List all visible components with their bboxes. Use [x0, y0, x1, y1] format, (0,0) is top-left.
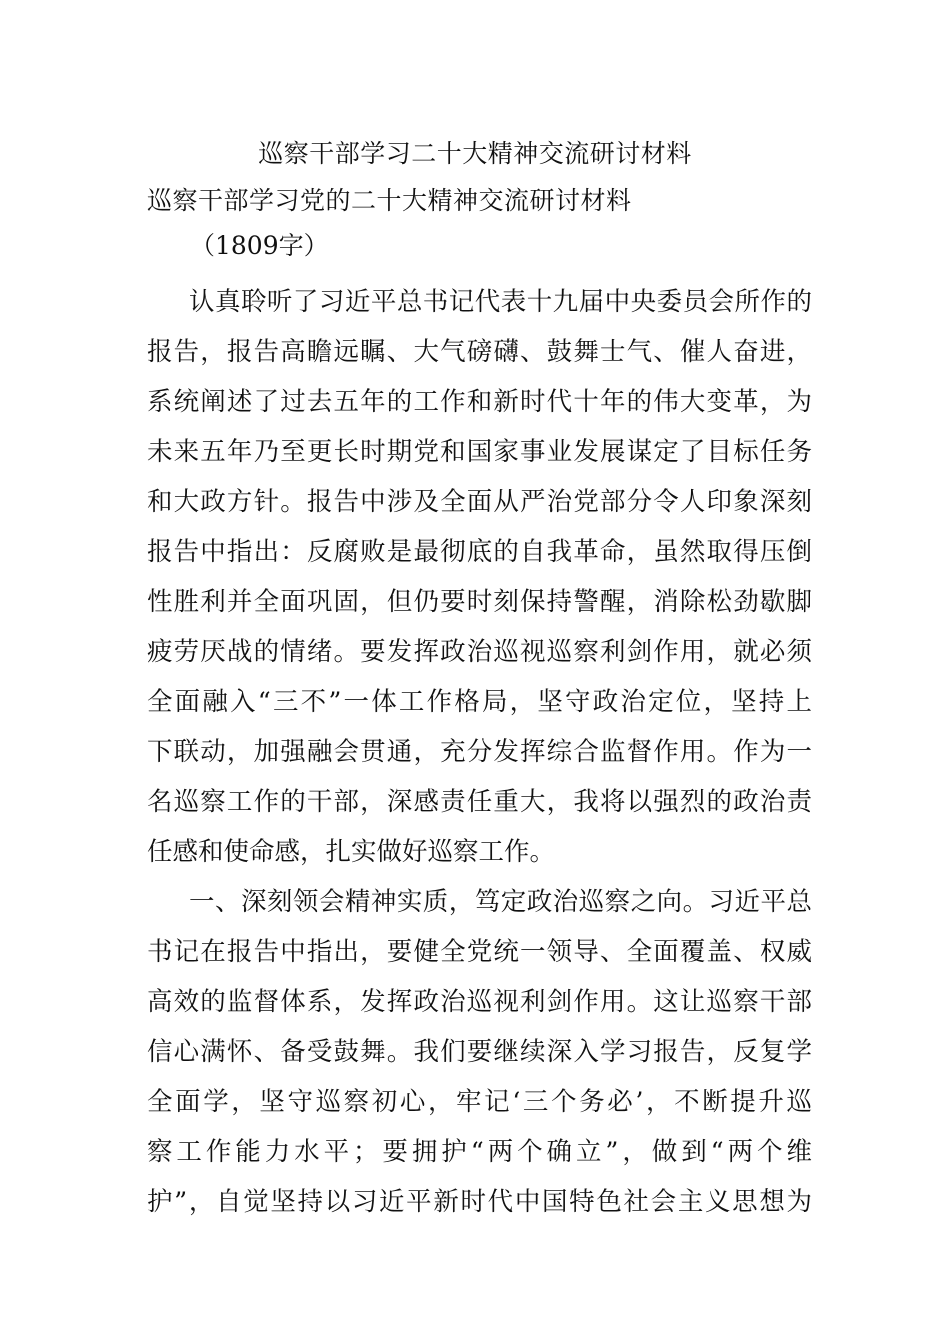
text-line: 认真聆听了习近平总书记代表十九届中央委员会所作的	[189, 287, 812, 317]
text-line: 未来五年乃至更长时期党和国家事业发展谋定了目标任务	[147, 437, 812, 467]
text-line: 疲劳厌战的情绪。要发挥政治巡视巡察利剑作用，就必须	[147, 637, 812, 667]
text-line: 任感和使命感，扎实做好巡察工作。	[147, 837, 556, 867]
text-line: 一、深刻领会精神实质，笃定政治巡察之向。习近平总	[189, 887, 812, 917]
text-line: 报告中指出：反腐败是最彻底的自我革命，虽然取得压倒	[147, 537, 812, 567]
text-line: 察工作能力水平；要拥护“两个确立”，做到“两个维	[147, 1137, 812, 1167]
text-line: 系统阐述了过去五年的工作和新时代十年的伟大变革，为	[147, 387, 812, 417]
text-line: 书记在报告中指出，要健全党统一领导、全面覆盖、权威	[147, 937, 812, 967]
text-line: 护”，自觉坚持以习近平新时代中国特色社会主义思想为	[147, 1187, 812, 1217]
text-line: 报告，报告高瞻远瞩、大气磅礴、鼓舞士气、催人奋进，	[147, 337, 812, 367]
body-text	[147, 280, 812, 1230]
document-title: 巡察干部学习二十大精神交流研讨材料	[258, 139, 692, 168]
text-line: 下联动，加强融会贯通，充分发挥综合监督作用。作为一	[147, 737, 812, 767]
text-line: 高效的监督体系，发挥政治巡视利剑作用。这让巡察干部	[147, 987, 812, 1017]
text-line: 信心满怀、备受鼓舞。我们要继续深入学习报告，反复学	[147, 1037, 812, 1067]
text-line: 名巡察工作的干部，深感责任重大，我将以强烈的政治责	[147, 787, 812, 817]
text-line: 全面融入“三不”一体工作格局，坚守政治定位，坚持上	[147, 687, 812, 717]
text-line: 全面学，坚守巡察初心，牢记‘三个务必’，不断提升巡	[147, 1087, 812, 1117]
word-count: （1809字）	[190, 231, 329, 260]
text-line: 性胜利并全面巩固，但仍要时刻保持警醒，消除松劲歇脚	[147, 587, 812, 617]
document-subtitle: 巡察干部学习党的二十大精神交流研讨材料	[147, 186, 632, 215]
text-line: 和大政方针。报告中涉及全面从严治党部分令人印象深刻	[147, 487, 812, 517]
